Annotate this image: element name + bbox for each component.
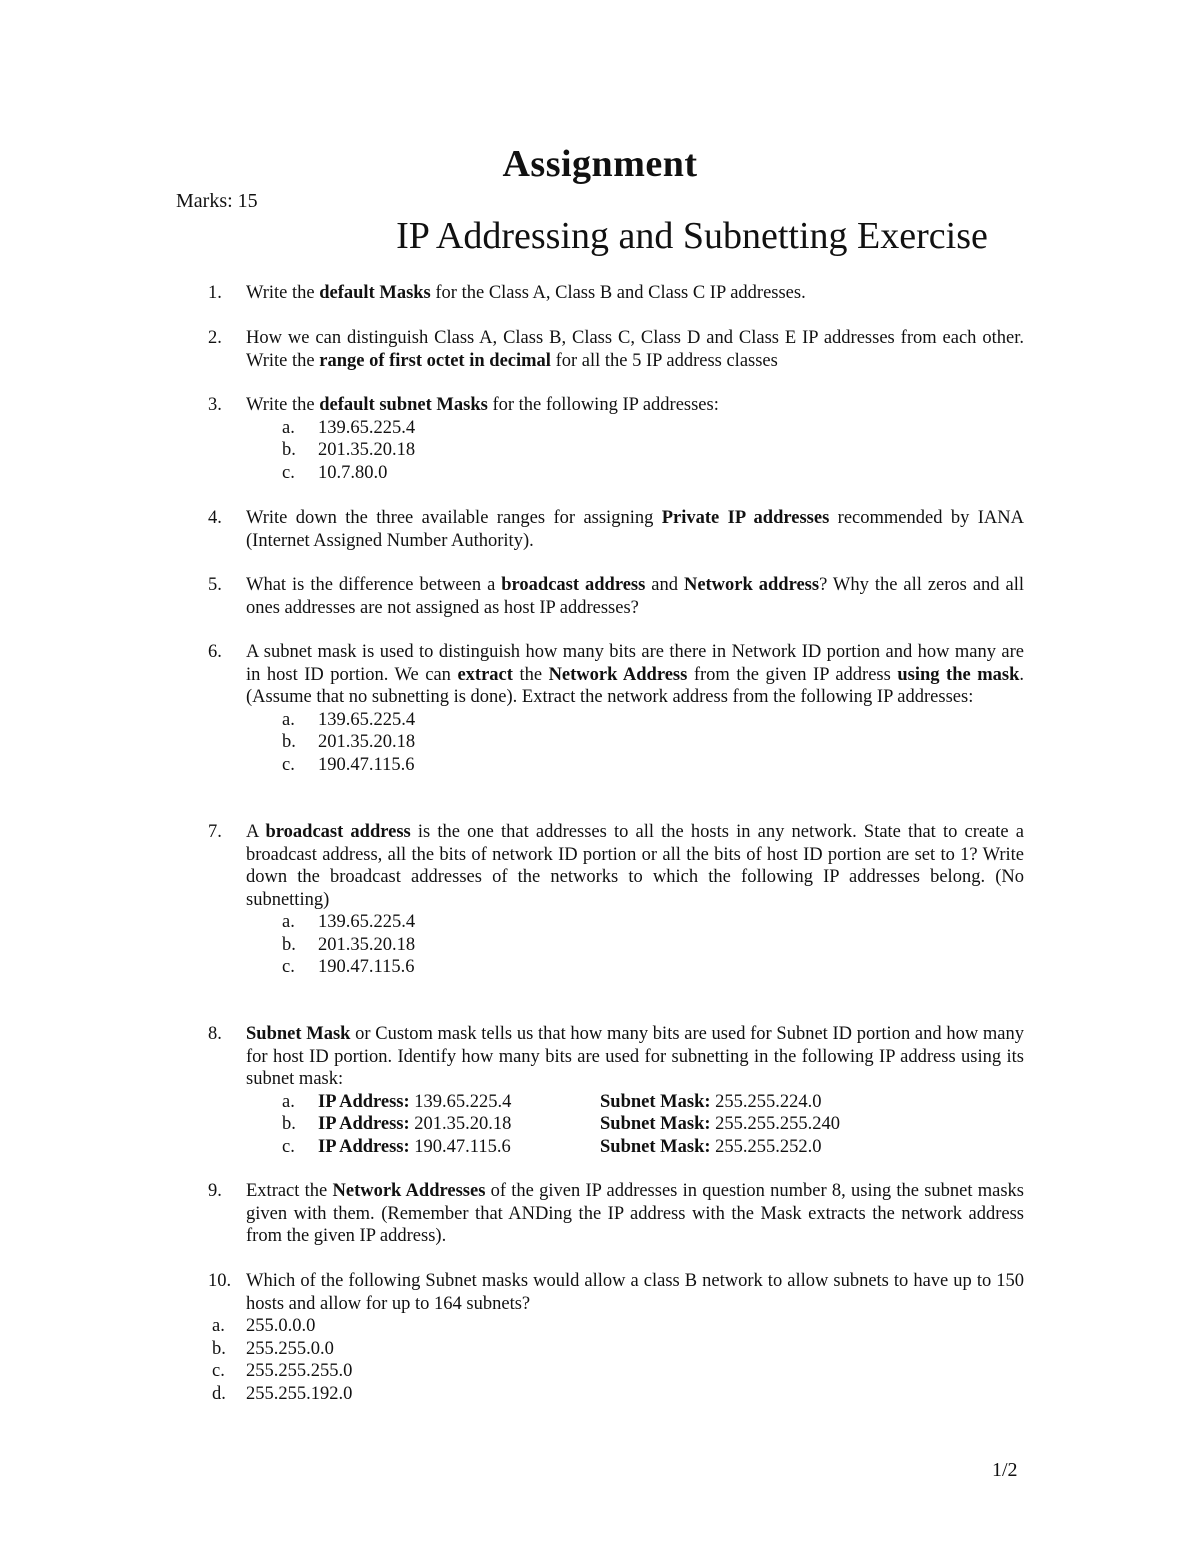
question-text: Write down the three available ranges for assigning Private IP addresses recommended by IANA (Internet Assigned Number Authority). [246, 508, 1024, 551]
list-item: c. 190.47.115.6 [282, 957, 415, 977]
question-text: Subnet Mask or Custom mask tells us that how many bits are used for Subnet ID portion and how many for host ID portion. Identify how many bits are used for subnetting in the following IP address using its subnet mask: [246, 1024, 1024, 1089]
question-number: 10. [208, 1271, 232, 1291]
question-number: 2. [208, 328, 222, 348]
page-number: 1/2 [992, 1459, 1018, 1481]
subtitle-text: IP Addressing and Subnetting Exercise [396, 215, 988, 257]
question-text: What is the difference between a broadcast address and Network address? Why the all zeros and all ones addresses are not assigned as host IP addresses? [246, 575, 1025, 618]
question-number: 9. [208, 1181, 222, 1201]
question-4 [208, 507, 1024, 552]
question-number: 5. [208, 575, 222, 595]
question-2 [208, 327, 1024, 372]
question-text: A subnet mask is used to distinguish how many bits are there in Network ID portion and how many are in host ID portion. We can extract the Network Address from the given IP address using the mask. (Assume that no subnetting is done). Extract the network address from the following IP addresses: [246, 642, 1024, 707]
question-text: Which of the following Subnet masks would allow a class B network to allow subnets to have up to 150 hosts and allow for up to 164 subnets? [246, 1271, 1024, 1314]
page-subtitle [0, 214, 1200, 258]
question-9 [208, 1180, 1024, 1248]
question-number: 8. [208, 1024, 222, 1044]
list-item: b. 201.35.20.18 [282, 934, 416, 955]
question-text: Write the default Masks for the Class A, Class B and Class C IP addresses. [246, 283, 806, 303]
list-item: b. 201.35.20.18 [282, 440, 416, 460]
question-number: 1. [208, 283, 222, 303]
list-item: a. 139.65.225.4 [282, 912, 416, 932]
question-number: 6. [208, 642, 222, 662]
question-5 [208, 574, 1024, 619]
question-text: A broadcast address is the one that addresses to all the hosts in any network. State that to create a broadcast address, all the bits of network ID portion or all the bits of host ID portion are set to 1? Write down the broadcast addresses of the networks to which the following IP addresses belong. (No subnetting) [246, 822, 1024, 910]
question-text: Extract the Network Addresses of the given IP addresses in question number 8, using the subnet masks given with them. (Remember that ANDing the IP address with the Mask extracts the network address from the given IP address). [246, 1181, 1024, 1246]
question-text: How we can distinguish Class A, Class B, Class C, Class D and Class E IP addresses from each other. Write the range of first octet in decimal for all the 5 IP address classes [246, 328, 1024, 371]
question-number: 4. [208, 508, 222, 528]
list-item: a. IP Address: 139.65.225.4 Subnet Mask: 255.255.224.0 [282, 1091, 822, 1112]
list-item: a. 139.65.225.4 [282, 709, 416, 730]
list-item: a. 139.65.225.4 [282, 417, 416, 438]
question-1 [208, 282, 1024, 305]
list-item: b. 201.35.20.18 [282, 732, 416, 752]
list-item: b. IP Address: 201.35.20.18 Subnet Mask: 255.255.255.240 [282, 1114, 841, 1134]
list-item: c. 190.47.115.6 [282, 754, 415, 775]
question-number: 3. [208, 395, 222, 415]
marks-label: Marks: 15 [176, 190, 258, 212]
list-item: c. 10.7.80.0 [282, 462, 388, 483]
question-6 [208, 641, 1024, 776]
list-item: c. IP Address: 190.47.115.6 Subnet Mask: 255.255.252.0 [282, 1136, 822, 1157]
document-page: Assignment Marks: 15 IP Addressing and Subnetting Exercise 1. Write the default Masks for the Class A, Class B and Class C IP addresses. 2. How we can distinguish Class A, Class B, Class C, Class D and Class E IP addresses from each other. Write the range of first octet in decimal for all the 5 IP address classes 3. Write the default subnet Masks for the following IP addresses: a. 139.65.225.4 b. 201.35.20.18 c. 10.7.80.0 4. Write down the three available ranges for assigning Private IP addresses recommended by IANA (Internet Assigned Number Authority). 5. What is the difference between a broadcast address and Network address? Why the all zeros and all ones addresses are not assigned as host IP addresses? 6. A subnet mask is used to distinguish how many bits are there in Network ID portion and how many are in host ID portion. We can extract the Network Address from the given IP address using the mask. (Assume that no subnetting is done). Extract the network address from the following IP addresses: a. 139.65.225.4 b. 201.35.20.18 c. 190.47.115.6 7. A broadcast address is the one that addresses to all the hosts in any network. State that to create a broadcast address, all the bits of network ID portion or all the bits of host ID portion are set to 1? Write down the broadcast addresses of the networks to which the following IP addresses belong. (No subnetting) a. 139.65.225.4 b. 201.35.20.18 c. 190.47.115.6 8. Subnet Mask or Custom mask tells us that how many bits are used for Subnet ID portion and how many for host ID portion. Identify how many bits are used for subnetting in the following IP address using its subnet mask: a. IP Address: 139.65.225.4 Subnet Mask: 255.255.224.0 b. IP Address: 201.35.20.18 Subnet Mask: 255.255.255.240 c. IP Address: 190.47.115.6 Subnet Mask: 255.255.252.0 9. Extract the Network Addresses of the given IP addresses in question number 8, using the subnet masks given with them. (Remember that ANDing the IP address with the Mask extracts the network address from the given IP address). 10. Which of the following Subnet masks would allow a class B network to allow subnets to have up to 150 hosts and allow for up to 164 subnets? a. 255.0.0.0 b. 255.255.0.0 c. 255.255.255.0 d. 255.255.192.0 1/2 [0, 0, 1200, 1553]
question-8 [208, 1023, 1024, 1158]
question-number: 7. [208, 822, 222, 842]
question-7 [208, 821, 1024, 979]
question-3 [208, 394, 1024, 484]
question-text: Write the default subnet Masks for the following IP addresses: [246, 395, 719, 415]
page-title: Assignment [502, 143, 698, 185]
question-10 [208, 1270, 1024, 1315]
